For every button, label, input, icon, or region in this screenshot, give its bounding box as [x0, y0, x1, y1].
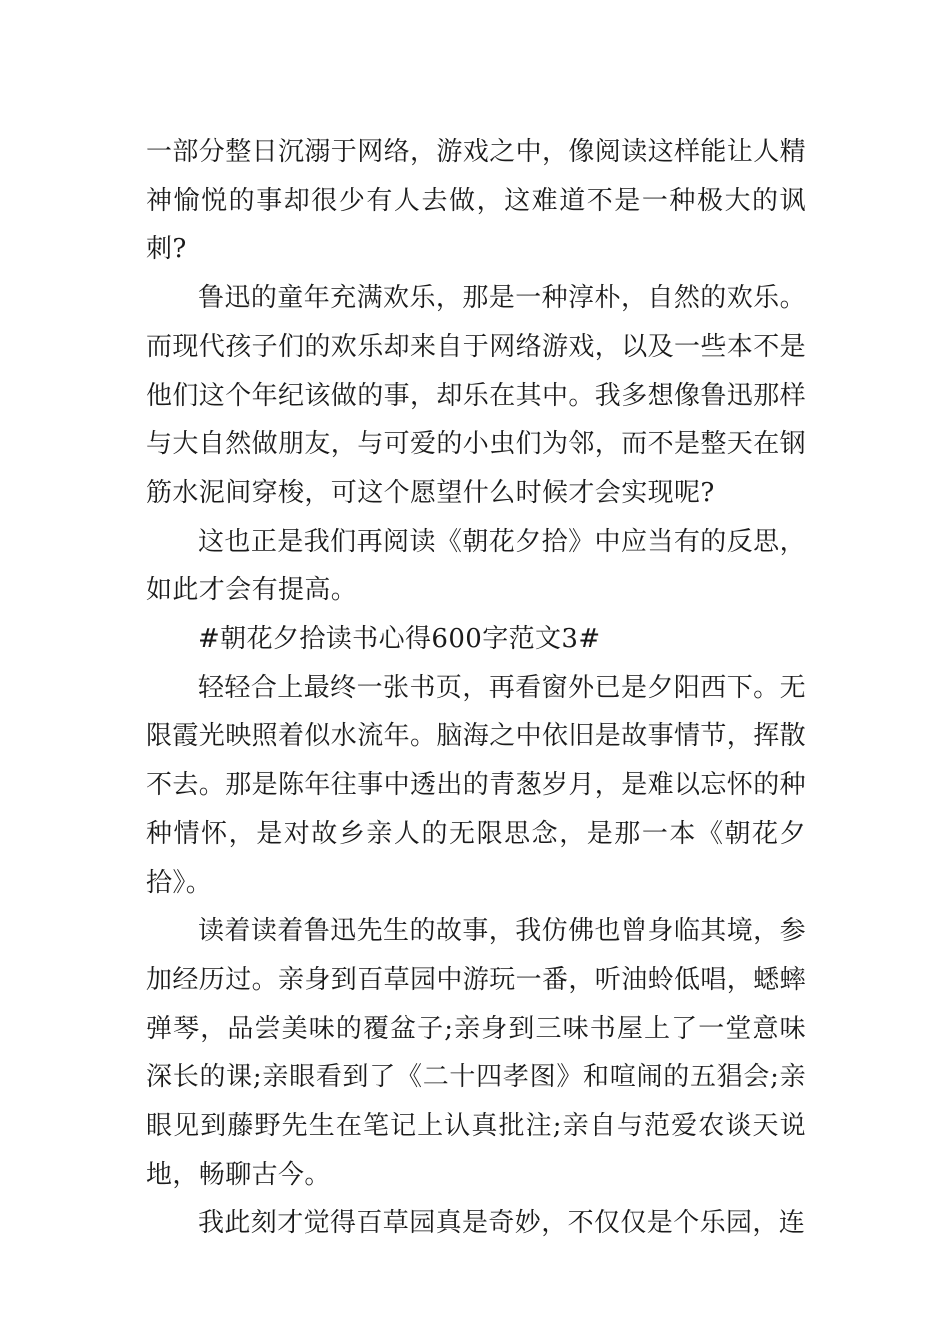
paragraph: 这也正是我们再阅读《朝花夕拾》中应当有的反思，如此才会有提高。	[146, 526, 806, 606]
paragraph: 读着读着鲁迅先生的故事，我仿佛也曾身临其境，参加经历过。亲身到百草园中游玩一番，听油蛉低唱，蟋蟀弹琴，品尝美味的覆盆子;亲身到三味书屋上了一堂意味深长的课;亲眼看到了《二十四孝图》和喧闹的五猖会;亲眼见到藤野先生在笔记上认真批注;亲自与范爱农谈天说地，畅聊古今。	[146, 916, 807, 1190]
document-body	[146, 128, 806, 1248]
paragraph: 我此刻才觉得百草园真是奇妙，不仅仅是个乐园，连	[198, 1208, 806, 1239]
paragraph: 轻轻合上最终一张书页，再看窗外已是夕阳西下。无限霞光映照着似水流年。脑海之中依旧是故事情节，挥散不去。那是陈年往事中透出的青葱岁月，是难以忘怀的种种情怀，是对故乡亲人的无限思念，是那一本《朝花夕拾》。	[146, 672, 807, 898]
paragraph: 一部分整日沉溺于网络，游戏之中，像阅读这样能让人精神愉悦的事却很少有人去做，这难道不是一种极大的讽刺?	[146, 137, 807, 265]
section-heading: #朝花夕拾读书心得600字范文3#	[198, 624, 601, 655]
paragraph: 鲁迅的童年充满欢乐，那是一种淳朴，自然的欢乐。而现代孩子们的欢乐却来自于网络游戏，以及一些本不是他们这个年纪该做的事，却乐在其中。我多想像鲁迅那样与大自然做朋友，与可爱的小虫们为邻，而不是整天在钢筋水泥间穿梭，可这个愿望什么时候才会实现呢?	[146, 283, 807, 508]
